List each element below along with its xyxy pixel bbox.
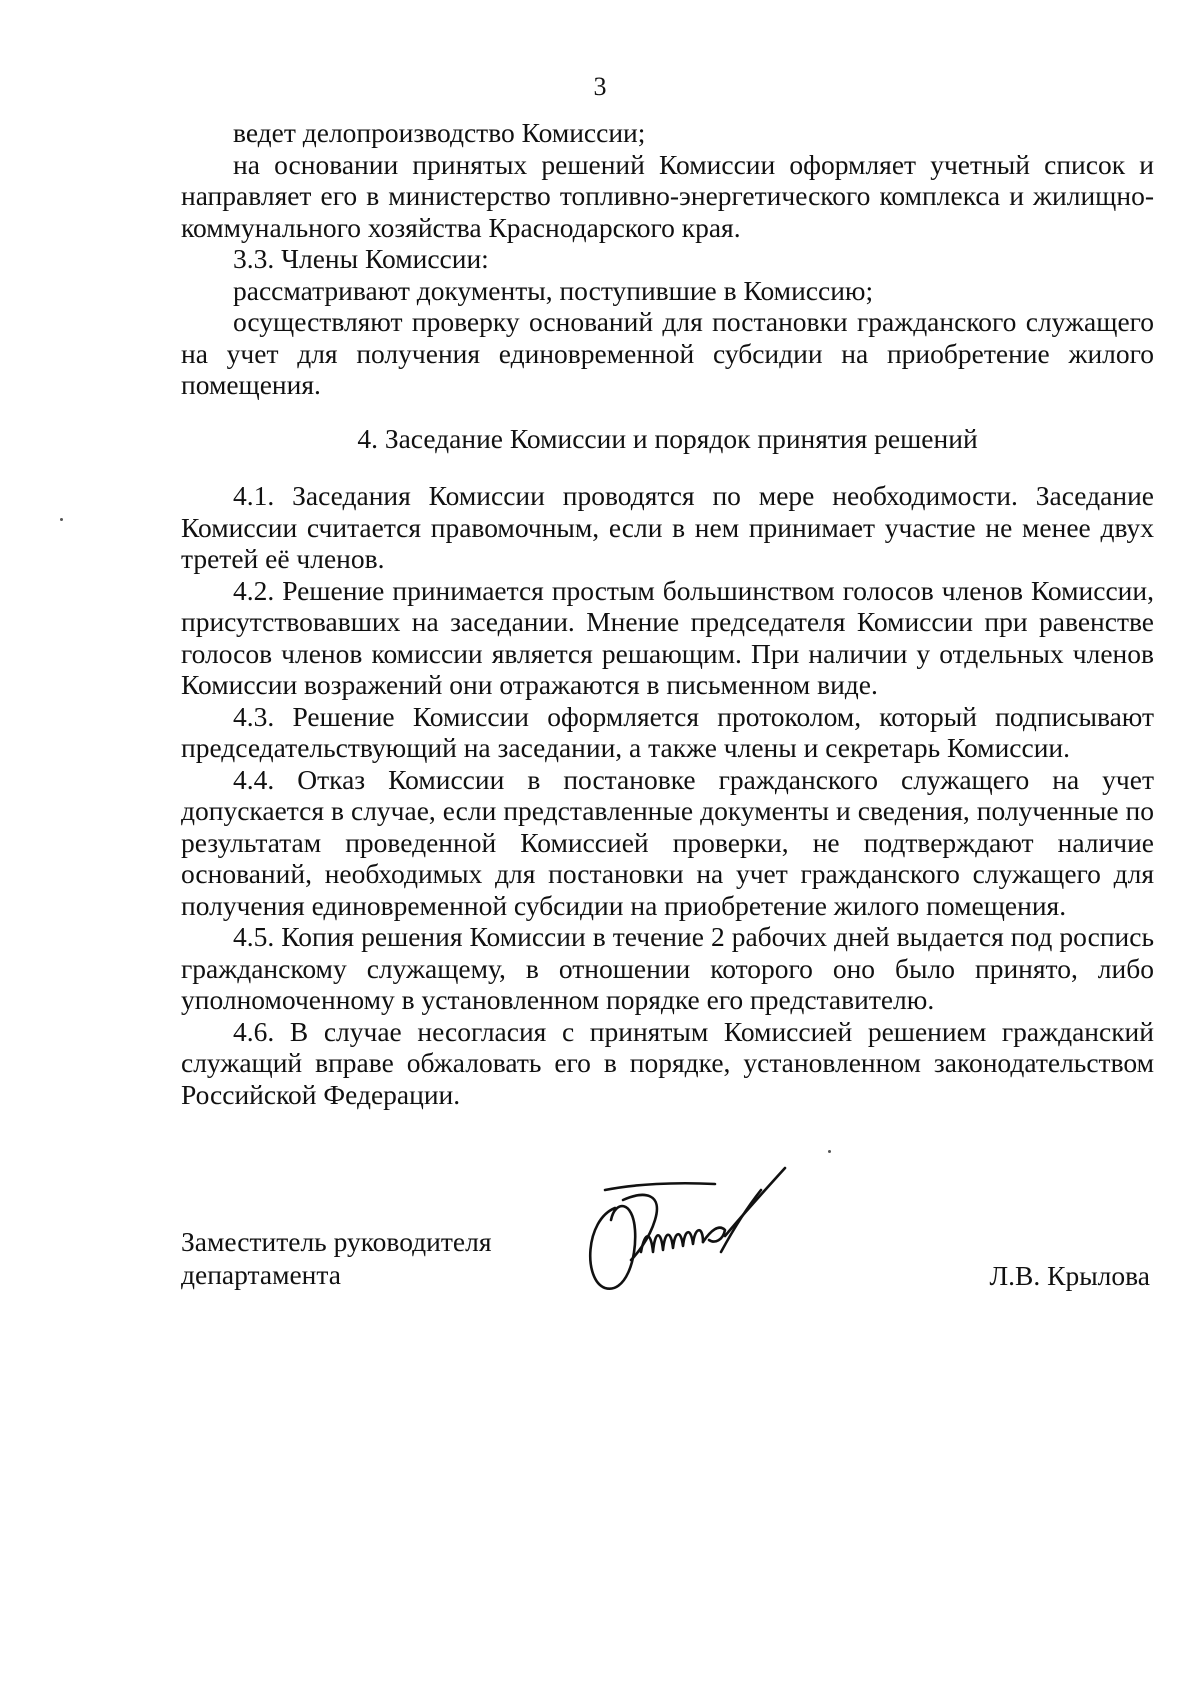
signatory-position-line2: департамента bbox=[181, 1259, 341, 1290]
paragraph-4-4: 4.4. Отказ Комиссии в постановке гражданского служащего на учет допускается в случае, если представленные документы и сведения, полученные по результатам проведенной Комиссией проверки, не подтверждают наличие оснований, необходимых для постановки на учет гражданского служащего для получения единовременной субсидии на приобретение жилого помещения. bbox=[181, 763, 1154, 921]
document-body bbox=[181, 117, 1154, 1110]
paragraph-4-6: 4.6. В случае несогласия с принятым Комиссией решением гражданский служащий вправе обжаловать его в порядке, установленном законодательством Российской Федерации. bbox=[181, 1015, 1154, 1110]
paragraph: на основании принятых решений Комиссии оформляет учетный список и направляет его в министерство топливно-энергетического комплекса и жилищно-коммунального хозяйства Краснодарского края. bbox=[181, 148, 1154, 243]
paragraph: ведет делопроизводство Комиссии; bbox=[233, 117, 646, 148]
section-heading: 4. Заседание Комиссии и порядок принятия решений bbox=[357, 422, 978, 454]
signatory-position bbox=[181, 1225, 492, 1291]
signature-icon bbox=[575, 1160, 815, 1300]
paragraph-4-2: 4.2. Решение принимается простым большинством голосов членов Комиссии, присутствовавших на заседании. Мнение председателя Комиссии при равенстве голосов членов комиссии является решающим. При наличии у отдельных членов Комиссии возражений они отражаются в письменном виде. bbox=[181, 574, 1154, 700]
paragraph-heading-3-3: 3.3. Члены Комиссии: bbox=[233, 243, 489, 274]
paragraph-4-1: 4.1. Заседания Комиссии проводятся по мере необходимости. Заседание Комиссии считается правомочным, если в нем принимает участие не менее двух третей её членов. bbox=[181, 480, 1154, 574]
scan-speck bbox=[828, 1150, 831, 1153]
page-number: 3 bbox=[593, 72, 607, 101]
signatory-position-line1: Заместитель руководителя bbox=[181, 1226, 492, 1257]
paragraph-4-3: 4.3. Решение Комиссии оформляется протоколом, который подписывают председательствующий на заседании, а также члены и секретарь Комиссии. bbox=[181, 700, 1154, 763]
paragraph: осуществляют проверку оснований для постановки гражданского служащего на учет для получения единовременной субсидии на приобретение жилого помещения. bbox=[181, 306, 1154, 400]
signatory-name: Л.В. Крылова bbox=[989, 1260, 1150, 1291]
paragraph: рассматривают документы, поступившие в Комиссию; bbox=[233, 274, 874, 306]
scan-speck bbox=[60, 518, 63, 521]
paragraph-4-5: 4.5. Копия решения Комиссии в течение 2 рабочих дней выдается под роспись гражданскому служащему, в отношении которого оно было принято, либо уполномоченному в установленном порядке его представителю. bbox=[181, 921, 1154, 1015]
